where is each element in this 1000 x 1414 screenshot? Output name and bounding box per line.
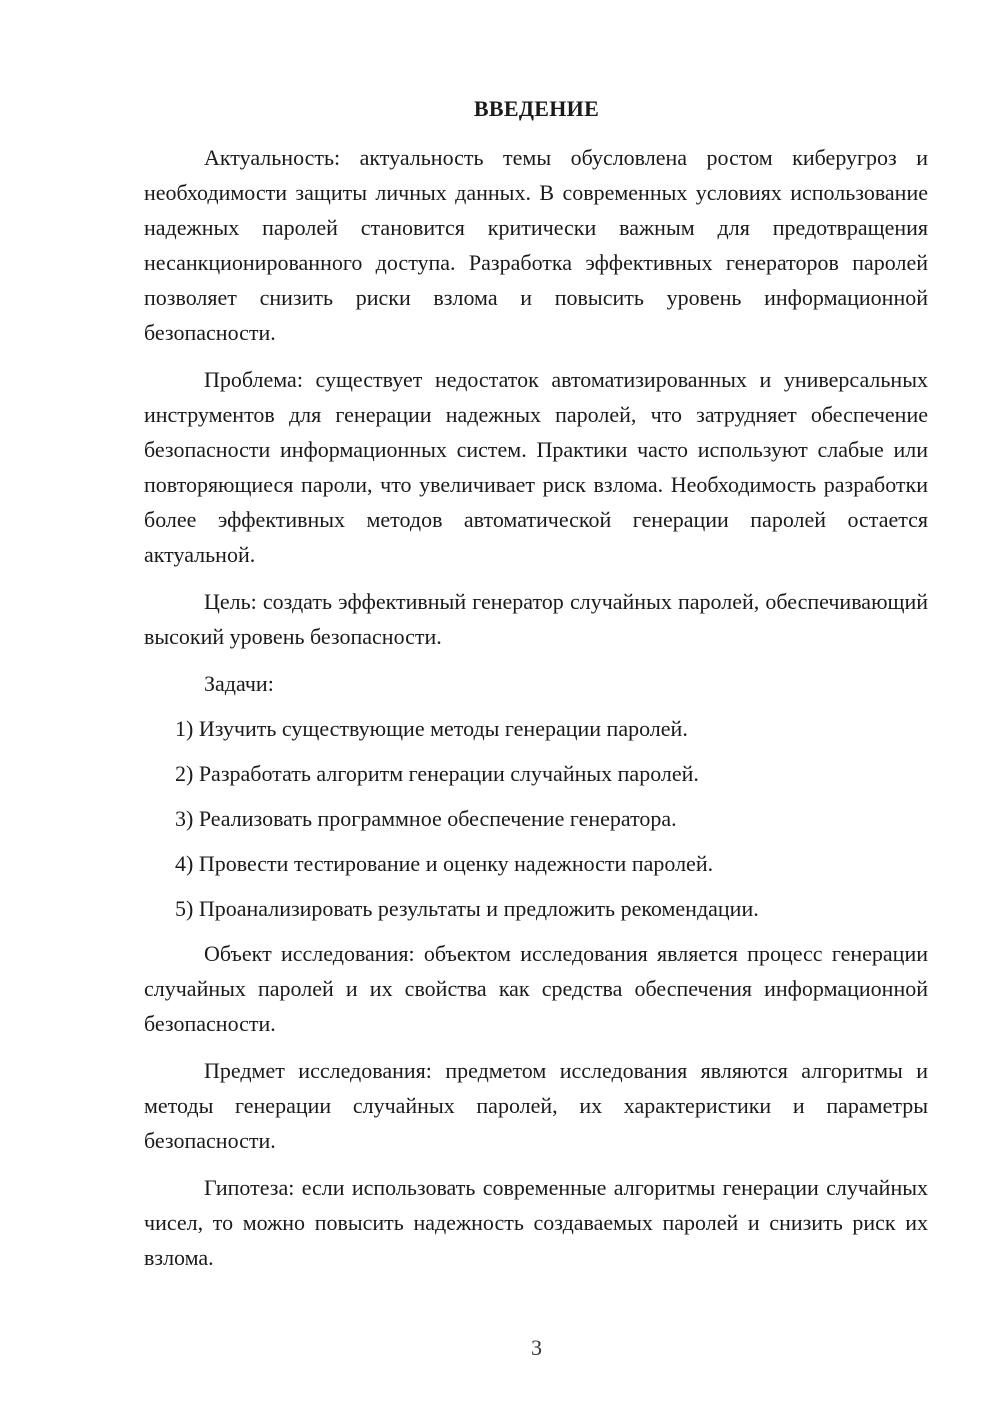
page-title: ВВЕДЕНИЕ <box>473 96 600 121</box>
list-item: 3) Реализовать программное обеспечение генератора. <box>175 806 677 831</box>
paragraph-object: Объект исследования: объектом исследования является процесс генерации случайных паролей и их свойства как средства обеспечения информационной безопасности. <box>144 941 928 1036</box>
paragraph-goal: Цель: создать эффективный генератор случайных паролей, обеспечивающий высокий уровень безопасности. <box>144 589 928 649</box>
list-item: 2) Разработать алгоритм генерации случайных паролей. <box>175 761 699 786</box>
paragraph-hypothesis: Гипотеза: если использовать современные алгоритмы генерации случайных чисел, то можно повысить надежность создаваемых паролей и снизить риск их взлома. <box>144 1175 928 1270</box>
list-item: 4) Провести тестирование и оценку надежности паролей. <box>175 851 714 876</box>
paragraph-problem: Проблема: существует недостаток автоматизированных и универсальных инструментов для генерации надежных паролей, что затрудняет обеспечение безопасности информационных систем. Практики часто используют слабые или повторяющиеся пароли, что увеличивает риск взлома. Необходимость разработки более эффективных методов автоматической генерации паролей остается актуальной. <box>144 367 928 567</box>
page-number: 3 <box>531 1335 542 1360</box>
paragraph-relevance: Актуальность: актуальность темы обусловлена ростом киберугроз и необходимости защиты личных данных. В современных условиях использование надежных паролей становится критически важным для предотвращения несанкционированного доступа. Разработка эффективных генераторов паролей позволяет снизить риски взлома и повысить уровень информационной безопасности. <box>144 145 928 345</box>
document-body <box>144 140 928 1287</box>
task-list <box>144 711 928 926</box>
list-item: 5) Проанализировать результаты и предложить рекомендации. <box>175 896 759 921</box>
paragraph-subject: Предмет исследования: предметом исследования являются алгоритмы и методы генерации случайных паролей, их характеристики и параметры безопасности. <box>144 1058 928 1153</box>
list-item: 1) Изучить существующие методы генерации паролей. <box>175 716 688 741</box>
tasks-heading: Задачи: <box>204 671 274 696</box>
